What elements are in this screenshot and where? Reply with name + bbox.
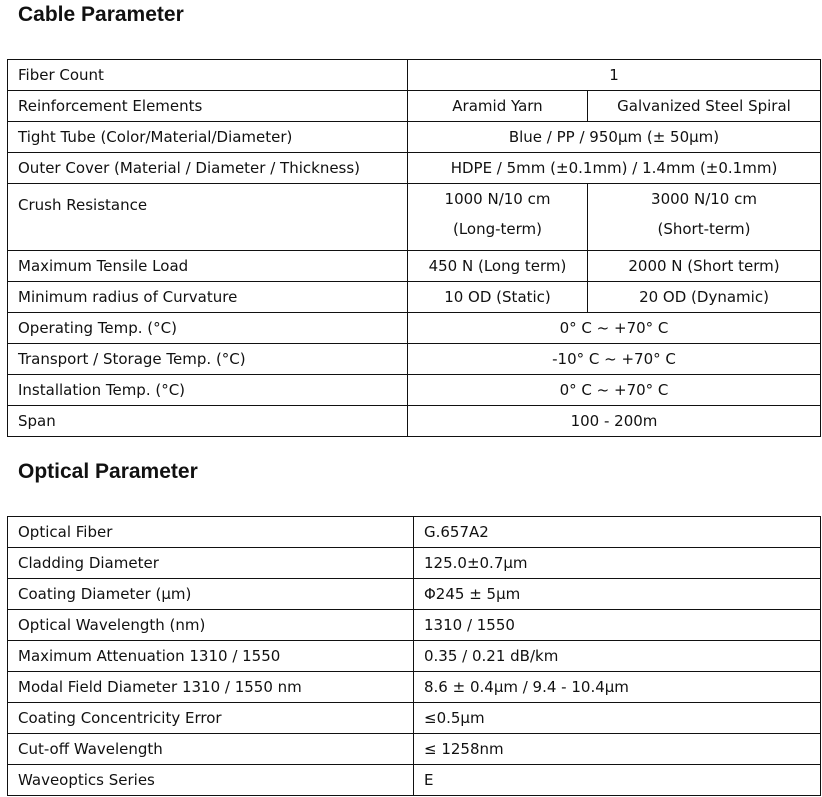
table-row bbox=[8, 610, 821, 641]
row-label: Span bbox=[8, 406, 408, 437]
crush-short-term: (Short-term) bbox=[657, 220, 751, 238]
cable-parameter-table bbox=[7, 59, 821, 437]
row-value: 100 - 200m bbox=[408, 406, 821, 437]
optical-parameter-table bbox=[7, 516, 821, 796]
table-row bbox=[8, 517, 821, 548]
row-value-b: 2000 N (Short term) bbox=[588, 251, 821, 282]
row-label: Minimum radius of Curvature bbox=[8, 282, 408, 313]
row-value: G.657A2 bbox=[414, 517, 821, 548]
row-label: Outer Cover (Material / Diameter / Thickness) bbox=[8, 153, 408, 184]
row-value: 125.0±0.7µm bbox=[414, 548, 821, 579]
row-value: Blue / PP / 950µm (± 50µm) bbox=[408, 122, 821, 153]
crush-long-value: 1000 N/10 cm bbox=[444, 190, 551, 208]
row-label: Optical Fiber bbox=[8, 517, 414, 548]
table-row bbox=[8, 251, 821, 282]
row-value: E bbox=[414, 765, 821, 796]
table-row bbox=[8, 153, 821, 184]
row-value-a bbox=[408, 184, 588, 251]
table-row bbox=[8, 60, 821, 91]
table-row bbox=[8, 344, 821, 375]
row-value-a: 10 OD (Static) bbox=[408, 282, 588, 313]
row-label: Cladding Diameter bbox=[8, 548, 414, 579]
row-value: 0° C ~ +70° C bbox=[408, 313, 821, 344]
row-label: Tight Tube (Color/Material/Diameter) bbox=[8, 122, 408, 153]
row-value-a: 450 N (Long term) bbox=[408, 251, 588, 282]
row-value-b: Galvanized Steel Spiral bbox=[588, 91, 821, 122]
row-value: HDPE / 5mm (±0.1mm) / 1.4mm (±0.1mm) bbox=[408, 153, 821, 184]
row-label: Coating Diameter (µm) bbox=[8, 579, 414, 610]
table-row bbox=[8, 703, 821, 734]
row-value: -10° C ~ +70° C bbox=[408, 344, 821, 375]
row-value-b bbox=[588, 184, 821, 251]
row-label: Installation Temp. (°C) bbox=[8, 375, 408, 406]
optical-parameter-heading: Optical Parameter bbox=[18, 460, 198, 483]
table-row bbox=[8, 548, 821, 579]
row-value-b: 20 OD (Dynamic) bbox=[588, 282, 821, 313]
table-row bbox=[8, 91, 821, 122]
row-value: 8.6 ± 0.4µm / 9.4 - 10.4µm bbox=[414, 672, 821, 703]
table-row bbox=[8, 122, 821, 153]
table-row bbox=[8, 184, 821, 251]
table-row bbox=[8, 406, 821, 437]
row-value-a: Aramid Yarn bbox=[408, 91, 588, 122]
row-label: Operating Temp. (°C) bbox=[8, 313, 408, 344]
row-label: Waveoptics Series bbox=[8, 765, 414, 796]
row-value: 1310 / 1550 bbox=[414, 610, 821, 641]
row-value: ≤ 1258nm bbox=[414, 734, 821, 765]
table-row bbox=[8, 579, 821, 610]
crush-long-term: (Long-term) bbox=[452, 220, 543, 238]
row-label: Maximum Attenuation 1310 / 1550 bbox=[8, 641, 414, 672]
table-row bbox=[8, 313, 821, 344]
row-value: ≤0.5µm bbox=[414, 703, 821, 734]
crush-short-value: 3000 N/10 cm bbox=[651, 190, 757, 208]
row-label: Reinforcement Elements bbox=[8, 91, 408, 122]
row-label: Fiber Count bbox=[8, 60, 408, 91]
row-label: Transport / Storage Temp. (°C) bbox=[8, 344, 408, 375]
row-label: Crush Resistance bbox=[8, 184, 408, 251]
row-label: Optical Wavelength (nm) bbox=[8, 610, 414, 641]
table-row bbox=[8, 375, 821, 406]
table-row bbox=[8, 672, 821, 703]
row-label: Coating Concentricity Error bbox=[8, 703, 414, 734]
row-value: 0° C ~ +70° C bbox=[408, 375, 821, 406]
cable-parameter-heading: Cable Parameter bbox=[18, 3, 184, 26]
table-row bbox=[8, 734, 821, 765]
row-value: Φ245 ± 5µm bbox=[414, 579, 821, 610]
row-label: Maximum Tensile Load bbox=[8, 251, 408, 282]
table-row bbox=[8, 765, 821, 796]
table-row bbox=[8, 282, 821, 313]
row-value: 1 bbox=[408, 60, 821, 91]
row-value: 0.35 / 0.21 dB/km bbox=[414, 641, 821, 672]
table-row bbox=[8, 641, 821, 672]
row-label: Cut-off Wavelength bbox=[8, 734, 414, 765]
row-label: Modal Field Diameter 1310 / 1550 nm bbox=[8, 672, 414, 703]
